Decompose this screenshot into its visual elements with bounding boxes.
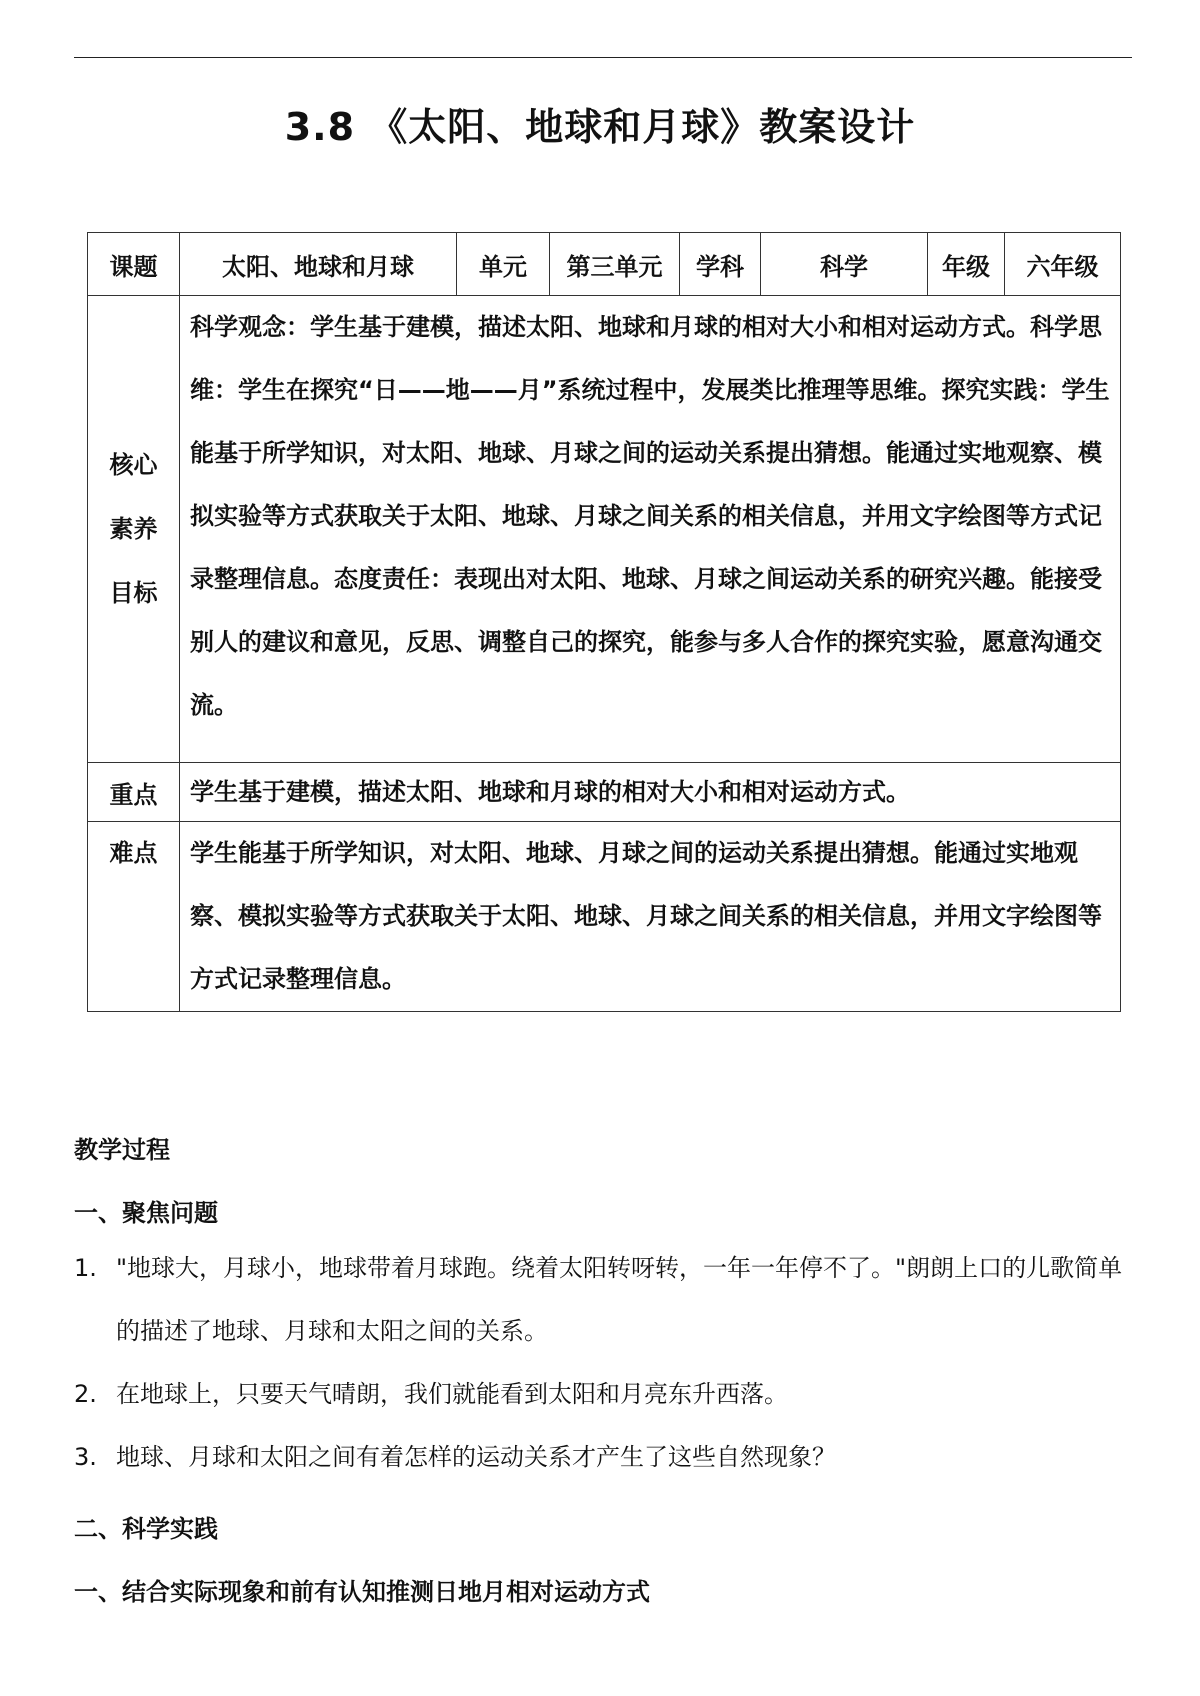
core-goal-label-line: 核心	[109, 451, 158, 479]
section-science-practice: 二、科学实践	[74, 1515, 218, 1543]
list-item-number: 2.	[74, 1380, 97, 1408]
topic-label: 课题	[88, 233, 180, 296]
subject-label: 学科	[680, 233, 761, 296]
key-point-label: 重点	[88, 763, 180, 822]
core-goal-label	[88, 296, 180, 763]
section-focus-question: 一、聚焦问题	[74, 1199, 218, 1227]
unit-label: 单元	[457, 233, 550, 296]
list-item-number: 1.	[74, 1254, 97, 1282]
core-goal-label-line: 素养	[109, 515, 158, 543]
grade-label: 年级	[928, 233, 1005, 296]
page-title: 3.8 《太阳、地球和月球》教案设计	[284, 105, 916, 149]
list-item-number: 3.	[74, 1443, 97, 1471]
difficult-point-row	[88, 822, 1121, 1012]
list-item	[74, 1426, 1144, 1489]
list-item	[74, 1363, 1144, 1426]
list-item-text: "地球大，月球小，地球带着月球跑。绕着太阳转呀转，一年一年停不了。"朗朗上口的儿歌简单的描述了地球、月球和太阳之间的关系。	[116, 1254, 1123, 1345]
lesson-info-table	[87, 232, 1121, 1012]
table-header-row	[88, 233, 1121, 296]
grade-value: 六年级	[1005, 233, 1121, 296]
core-goal-row	[88, 296, 1121, 763]
core-goal-label-line: 目标	[109, 579, 158, 607]
list-item-text: 在地球上，只要天气晴朗，我们就能看到太阳和月亮东升西落。	[116, 1380, 788, 1408]
unit-value: 第三单元	[550, 233, 680, 296]
subsection-infer-motion: 一、结合实际现象和前有认知推测日地月相对运动方式	[74, 1578, 650, 1606]
difficult-point-text: 学生能基于所学知识，对太阳、地球、月球之间的运动关系提出猜想。能通过实地观察、模拟实验等方式获取关于太阳、地球、月球之间关系的相关信息，并用文字绘图等方式记录整理信息。	[180, 822, 1121, 1012]
difficult-point-label: 难点	[88, 822, 180, 1012]
subject-value: 科学	[761, 233, 928, 296]
list-item	[74, 1237, 1144, 1363]
top-rule	[74, 57, 1132, 58]
topic-value: 太阳、地球和月球	[180, 233, 457, 296]
process-heading: 教学过程	[74, 1136, 170, 1164]
core-goal-text: 科学观念：学生基于建模，描述太阳、地球和月球的相对大小和相对运动方式。科学思维：学生在探究“日——地——月”系统过程中，发展类比推理等思维。探究实践：学生能基于所学知识，对太阳、地球、月球之间的运动关系提出猜想。能通过实地观察、模拟实验等方式获取关于太阳、地球、月球之间关系的相关信息，并用文字绘图等方式记录整理信息。态度责任：表现出对太阳、地球、月球之间运动关系的研究兴趣。能接受别人的建议和意见，反思、调整自己的探究，能参与多人合作的探究实验，愿意沟通交流。	[180, 296, 1121, 763]
key-point-text: 学生基于建模，描述太阳、地球和月球的相对大小和相对运动方式。	[180, 763, 1121, 822]
list-item-text: 地球、月球和太阳之间有着怎样的运动关系才产生了这些自然现象？	[116, 1443, 836, 1471]
key-point-row	[88, 763, 1121, 822]
